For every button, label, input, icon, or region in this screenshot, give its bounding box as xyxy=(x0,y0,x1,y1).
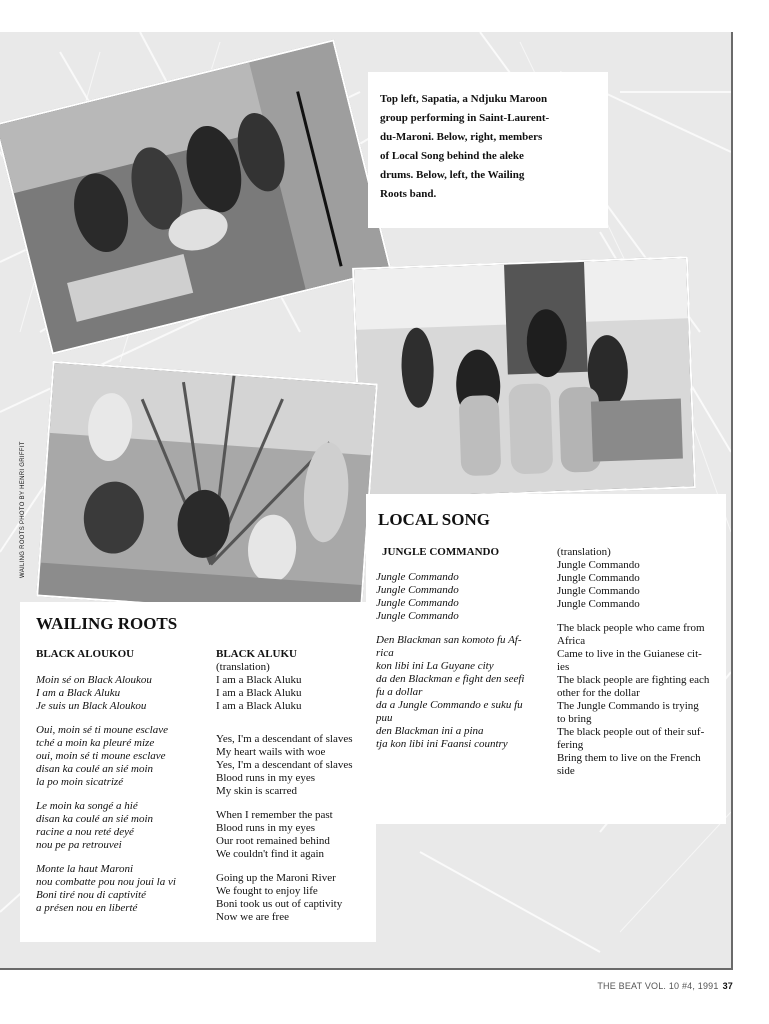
caption-line: du-Maroni. Below, right, members xyxy=(380,131,543,143)
lyric-line: Le moin ka songé a hié xyxy=(36,800,138,812)
lyric-line: ies xyxy=(557,661,570,673)
caption-line: group performing in Saint-Laurent- xyxy=(380,112,550,124)
lyric-line: Jungle Commando xyxy=(557,559,640,571)
lyric-line: puu xyxy=(376,712,393,724)
lyric-line: kon libi ini La Guyane city xyxy=(376,660,494,672)
lyric-line: Yes, I'm a descendant of slaves xyxy=(216,759,353,771)
lyric-line: When I remember the past xyxy=(216,809,333,821)
photo-wailing-roots xyxy=(36,361,378,619)
lyric-line: The black people out of their suf- xyxy=(557,726,705,738)
page-footer xyxy=(597,981,733,991)
lyric-line: (translation) xyxy=(557,546,611,558)
local-song-translation xyxy=(557,546,723,789)
lyric-line: Den Blackman san komoto fu Af- xyxy=(376,634,522,646)
jungle-commando-title: JUNGLE COMMANDO xyxy=(382,546,500,558)
lyric-verse xyxy=(36,863,214,915)
wailing-roots-original-lyrics xyxy=(36,674,214,926)
lyric-line: Jungle Commando xyxy=(557,598,640,610)
photo-credit: WAILING ROOTS PHOTO BY HENRI GRIFFIT xyxy=(20,441,26,578)
lyric-line: Jungle Commando xyxy=(376,571,459,583)
lyric-line: da a Jungle Commando e suku fu xyxy=(376,699,523,711)
lyric-line: da den Blackman e fight den seefi xyxy=(376,673,525,685)
black-aluku-title: BLACK ALUKU xyxy=(216,648,297,660)
lyric-line: disan ka coulé an sié moin xyxy=(36,763,154,775)
lyric-line: disan ka coulé an sié moin xyxy=(36,813,154,825)
local-song-panel xyxy=(366,494,726,824)
lyric-line: Jungle Commando xyxy=(557,572,640,584)
lyric-line: racine a nou reté deyé xyxy=(36,826,134,838)
lyric-line: Blood runs in my eyes xyxy=(216,772,315,784)
lyric-line: Blood runs in my eyes xyxy=(216,822,315,834)
local-song-heading: LOCAL SONG xyxy=(378,510,490,529)
lyric-line: My heart wails with woe xyxy=(216,746,326,758)
wailing-roots-panel xyxy=(20,602,376,942)
lyric-line: Came to live in the Guianese cit- xyxy=(557,648,702,660)
lyric-line: Jungle Commando xyxy=(376,597,459,609)
publication-info: THE BEAT VOL. 10 #4, 1991 xyxy=(597,981,719,991)
lyric-verse xyxy=(216,872,374,924)
photo-caption xyxy=(380,90,604,204)
photo-local-song xyxy=(352,256,696,500)
lyric-line: Going up the Maroni River xyxy=(216,872,336,884)
lyric-line: We couldn't find it again xyxy=(216,848,325,860)
photo-wailing-roots-image xyxy=(38,363,375,617)
lyric-verse xyxy=(557,622,723,778)
lyric-line: fu a dollar xyxy=(376,686,423,698)
lyric-line: Moin sé on Black Aloukou xyxy=(36,674,152,686)
lyric-line: den Blackman ini a pina xyxy=(376,725,484,737)
lyric-line: Now we are free xyxy=(216,911,289,923)
lyric-line: la po moin sicatrizé xyxy=(36,776,124,788)
lyric-line: fering xyxy=(557,739,584,751)
lyric-line: We fought to enjoy life xyxy=(216,885,318,897)
lyric-line: Je suis un Black Aloukou xyxy=(36,700,147,712)
photo-caption-box xyxy=(368,72,608,228)
lyric-line: Boni tiré nou di captivité xyxy=(36,889,146,901)
lyric-line: I am a Black Aluku xyxy=(216,674,302,686)
lyric-line: Bring them to live on the French xyxy=(557,752,701,764)
lyric-line: nou combatte pou nou joui la vi xyxy=(36,876,176,888)
caption-line: Top left, Sapatia, a Ndjuku Maroon xyxy=(380,93,548,105)
wailing-roots-translation xyxy=(216,661,374,935)
caption-line: of Local Song behind the aleke xyxy=(380,150,524,162)
lyric-line: Yes, I'm a descendant of slaves xyxy=(216,733,353,745)
caption-line: Roots band. xyxy=(380,188,437,200)
lyric-line: Africa xyxy=(557,635,586,647)
lyric-line: Monte la haut Maroni xyxy=(36,863,134,875)
black-aloukou-title: BLACK ALOUKOU xyxy=(36,648,135,660)
lyric-line: I am a Black Aluku xyxy=(36,687,121,699)
lyric-line: The black people are fighting each xyxy=(557,674,710,686)
lyric-line: a présen nou en liberté xyxy=(36,902,138,914)
lyric-verse xyxy=(36,800,214,852)
lyric-line: Oui, moin sé ti moune esclave xyxy=(36,724,168,736)
lyric-line: My skin is scarred xyxy=(216,785,297,797)
wailing-roots-heading: WAILING ROOTS xyxy=(36,614,178,633)
lyric-verse xyxy=(36,674,214,713)
lyric-verse xyxy=(216,733,374,798)
lyric-line: tché a moin ka pleuré mize xyxy=(36,737,155,749)
lyric-line: tja kon libi ini Faansi country xyxy=(376,738,508,750)
caption-line: drums. Below, left, the Wailing xyxy=(380,169,525,181)
lyric-line: Jungle Commando xyxy=(376,610,459,622)
lyric-line: Jungle Commando xyxy=(557,585,640,597)
lyric-line: I am a Black Aluku xyxy=(216,700,302,712)
lyric-verse xyxy=(557,546,723,611)
lyric-line: Our root remained behind xyxy=(216,835,330,847)
lyric-line: side xyxy=(557,765,575,777)
lyric-line: Boni took us out of captivity xyxy=(216,898,343,910)
lyric-verse xyxy=(36,724,214,789)
lyric-line: oui, moin sé ti moune esclave xyxy=(36,750,166,762)
lyric-verse xyxy=(216,661,374,713)
lyric-line: Jungle Commando xyxy=(376,584,459,596)
photo-local-song-image xyxy=(354,258,694,497)
lyric-line: other for the dollar xyxy=(557,687,640,699)
lyric-line: rica xyxy=(376,647,394,659)
page-number: 37 xyxy=(722,981,733,991)
lyric-line: The Jungle Commando is trying xyxy=(557,700,699,712)
local-song-original-lyrics xyxy=(376,571,554,762)
lyric-line: The black people who came from xyxy=(557,622,705,634)
lyric-line: I am a Black Aluku xyxy=(216,687,302,699)
lyric-verse xyxy=(216,809,374,861)
lyric-line: nou pe pa retrouvei xyxy=(36,839,122,851)
lyric-line: to bring xyxy=(557,713,592,725)
lyric-verse xyxy=(376,634,554,751)
lyric-verse xyxy=(376,571,554,623)
lyric-line: (translation) xyxy=(216,661,270,673)
